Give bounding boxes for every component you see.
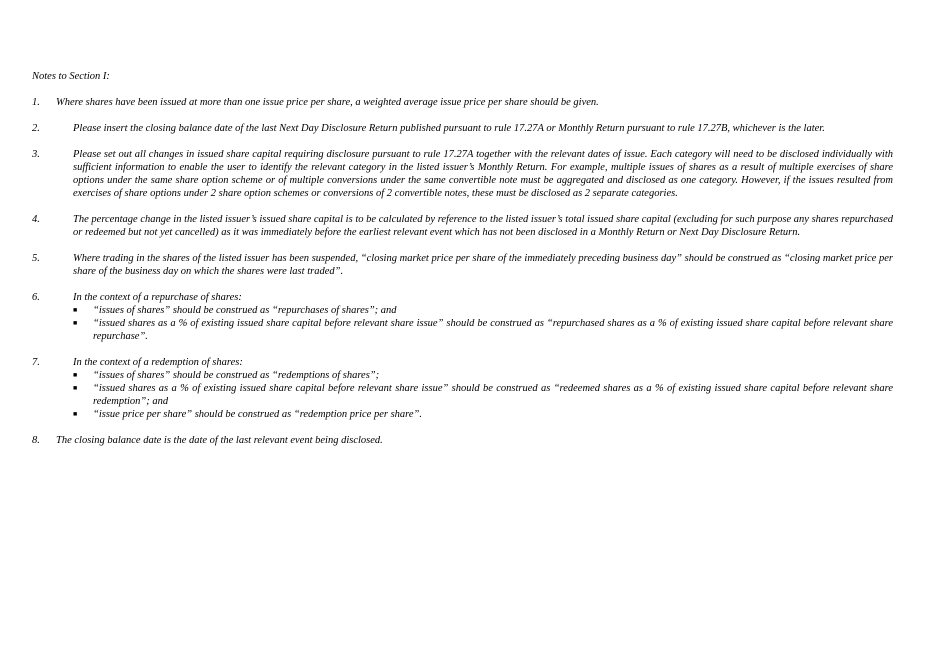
note-text: In the context of a redemption of shares: [73, 357, 243, 368]
bullet-text: “issue price per share” should be construed as “redemption price per share”. [93, 409, 422, 420]
bullet-text: “issues of shares” should be construed as “redemptions of shares”; [93, 370, 380, 381]
bullet-item [73, 369, 893, 382]
note-body [73, 291, 893, 343]
square-bullet-icon: ■ [73, 306, 78, 314]
square-bullet-icon: ■ [73, 384, 78, 392]
bullet-list [73, 369, 893, 421]
bullet-text: “issues of shares” should be construed as “repurchases of shares”; and [93, 305, 397, 316]
bullet-text: “issued shares as a % of existing issued share capital before relevant share issue” should be construed as “repurchased shares as a % of existing issued share capital before relevant share repurchase”. [93, 318, 893, 342]
square-bullet-icon: ■ [73, 319, 78, 327]
note-8 [32, 434, 893, 447]
note-text: Please insert the closing balance date of the last Next Day Disclosure Return published pursuant to rule 17.27A or Monthly Return pursuant to rule 17.27B, whichever is the later. [73, 123, 825, 134]
note-text: The percentage change in the listed issuer’s issued share capital is to be calculated by reference to the listed issuer’s total issued share capital (excluding for such purpose any shares repurchased or redeemed but not yet cancelled) as it was immediately before the earliest relevant event which has not been disclosed in a Monthly Return or Next Day Disclosure Return. [73, 214, 893, 238]
note-number: 1. [32, 97, 40, 108]
note-text: In the context of a repurchase of shares: [73, 292, 242, 303]
section-heading: Notes to Section I: [32, 71, 110, 82]
note-7 [32, 356, 893, 421]
bullet-item [73, 408, 893, 421]
bullet-item [73, 304, 893, 317]
note-number: 5. [32, 253, 40, 264]
bullet-item [73, 382, 893, 408]
note-body [73, 356, 893, 421]
note-text: The closing balance date is the date of the last relevant event being disclosed. [56, 435, 383, 446]
note-2 [32, 122, 893, 135]
bullet-item [73, 317, 893, 343]
note-5 [32, 252, 893, 278]
square-bullet-icon: ■ [73, 371, 78, 379]
note-text: Where shares have been issued at more than one issue price per share, a weighted average issue price per share should be given. [56, 97, 599, 108]
note-number: 2. [32, 123, 40, 134]
note-number: 3. [32, 149, 40, 160]
note-number: 6. [32, 292, 40, 303]
bullet-text: “issued shares as a % of existing issued share capital before relevant share issue” should be construed as “redeemed shares as a % of existing issued share capital before relevant share redemption”; and [93, 383, 893, 407]
notes-document [32, 70, 893, 460]
note-text: Where trading in the shares of the listed issuer has been suspended, “closing market price per share of the immediately preceding business day” should be construed as “closing market price per share of the business day on which the shares were last traded”. [73, 253, 893, 277]
note-4 [32, 213, 893, 239]
bullet-list [73, 304, 893, 343]
note-number: 4. [32, 214, 40, 225]
note-1 [32, 96, 893, 109]
square-bullet-icon: ■ [73, 410, 78, 418]
note-number: 7. [32, 357, 40, 368]
note-3 [32, 148, 893, 200]
note-number: 8. [32, 435, 40, 446]
note-text: Please set out all changes in issued share capital requiring disclosure pursuant to rule 17.27A together with the relevant dates of issue. Each category will need to be disclosed individually with sufficient information to enable the user to identify the relevant category in the listed issuer’s Monthly Return. For example, multiple issues of shares as a result of multiple exercises of share options under the same share option scheme or of multiple conversions under the same convertible note must be aggregated and disclosed as one category. However, if the issues resulted from exercises of share options under 2 share option schemes or conversions of 2 convertible notes, these must be disclosed as 2 separate categories. [73, 149, 893, 199]
note-6 [32, 291, 893, 343]
